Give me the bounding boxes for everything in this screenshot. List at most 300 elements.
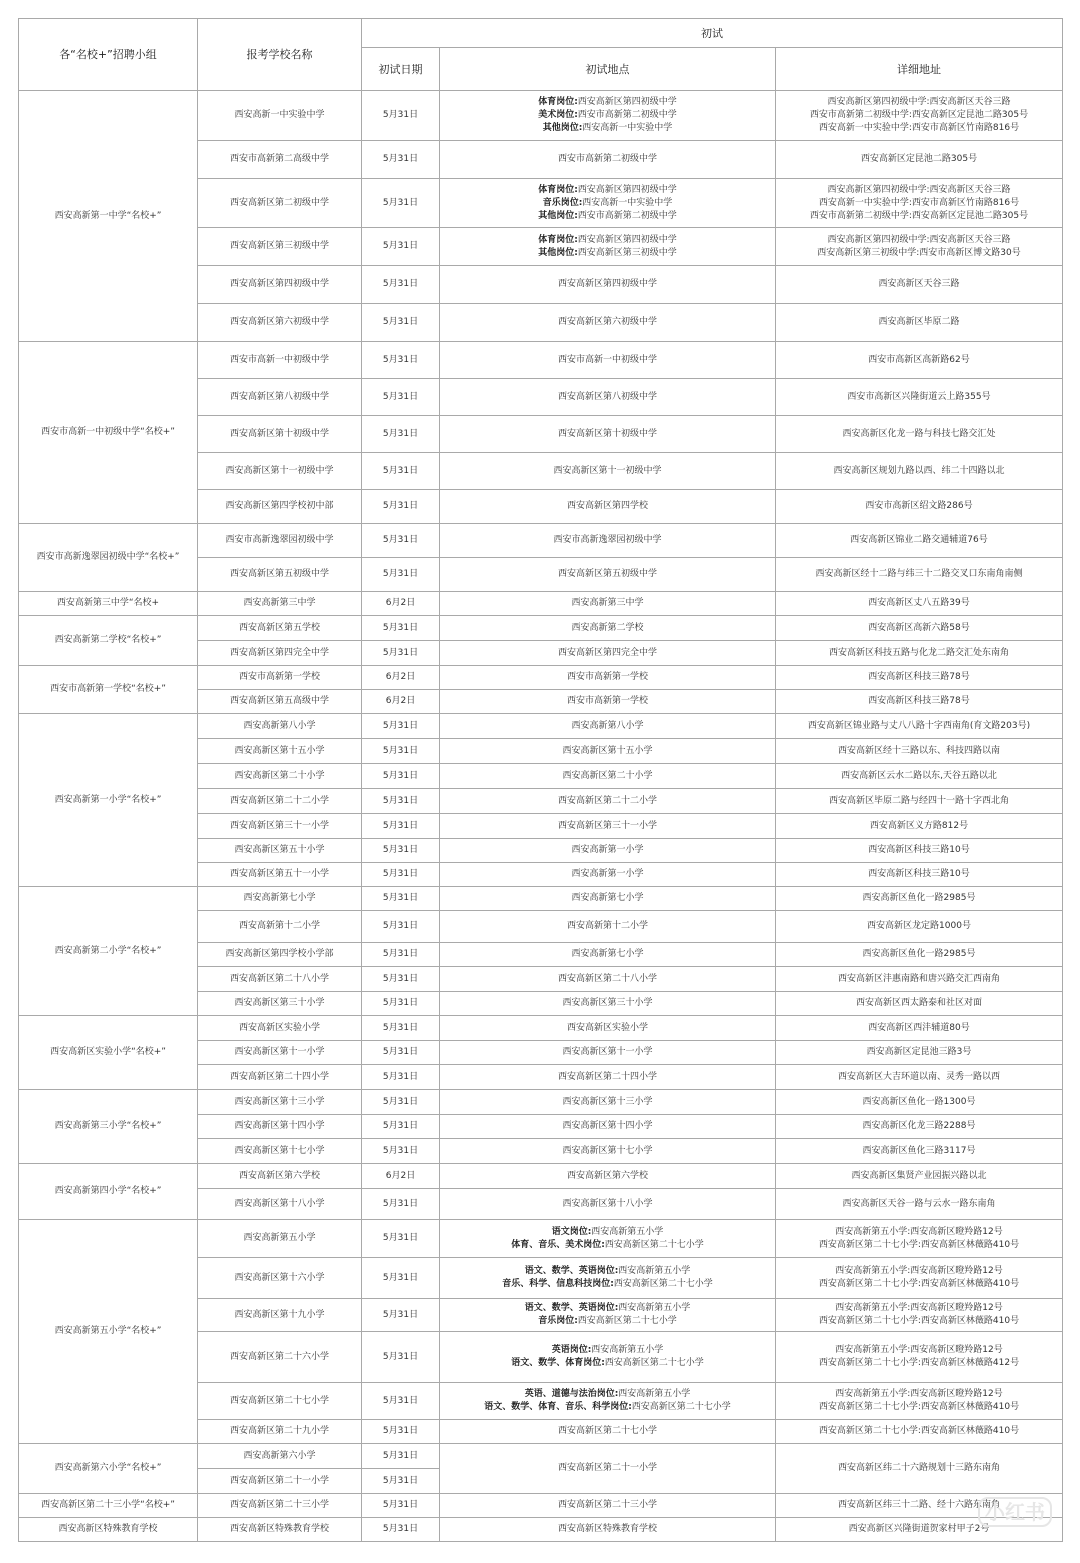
- exam-place-name: 西安高新区第四初级中学: [557, 279, 657, 289]
- exam-place-name: 西安市高新逸翠园初级中学: [553, 535, 662, 545]
- school-name-cell: 西安高新区第二十七小学: [198, 1383, 362, 1420]
- position-label: 音乐、科学、信息科技岗位:: [502, 1279, 614, 1289]
- exam-place-cell: [440, 863, 776, 887]
- school-name-cell: 西安高新区第四完全中学: [198, 641, 362, 666]
- address-cell: [776, 1258, 1063, 1299]
- address-line: 西安高新区西沣辅道80号: [868, 1022, 970, 1033]
- exam-place-name: 西安高新区第十一小学: [562, 1047, 653, 1057]
- school-name-cell: 西安高新区第十一小学: [198, 1041, 362, 1065]
- address-line: 西安高新第五小学:西安高新区瞪羚路12号: [835, 1345, 1003, 1355]
- address-cell: [776, 714, 1063, 739]
- exam-place-name: 西安高新第八小学: [571, 720, 644, 731]
- exam-place-line: [442, 500, 773, 513]
- exam-place-cell: [440, 1139, 776, 1164]
- address-line: 西安高新区鱼化一路2985号: [862, 893, 976, 903]
- address-cell: [776, 943, 1063, 967]
- exam-place-cell: [440, 839, 776, 863]
- exam-place-cell: [440, 1420, 776, 1444]
- school-name-cell: 西安高新区第二十二小学: [198, 789, 362, 814]
- exam-place-cell: [440, 141, 776, 179]
- exam-place-line: [442, 671, 773, 684]
- exam-place-line: [442, 1344, 773, 1357]
- address-line: 西安高新第五小学:西安高新区瞪羚路12号: [835, 1266, 1003, 1276]
- group-name-cell: 西安市高新一中初级中学“名校+”: [19, 342, 198, 524]
- exam-place-cell: [440, 1220, 776, 1258]
- exam-place-name: 西安高新区第二十七小学: [577, 1316, 677, 1326]
- exam-place-name: 西安高新区第二十七小学: [613, 1279, 713, 1289]
- address-line: 西安市高新区高新路62号: [868, 354, 970, 365]
- exam-place-name: 西安高新第五小学: [618, 1389, 691, 1399]
- school-name-cell: 西安高新区实验小学: [198, 1016, 362, 1041]
- exam-place-cell: [440, 1258, 776, 1299]
- exam-place-line: [442, 234, 773, 247]
- address-line: 西安高新区第三初级中学:西安市高新区博文路30号: [817, 247, 1021, 258]
- exam-place-line: [442, 695, 773, 708]
- exam-place-line: [442, 184, 773, 197]
- school-name-cell: 西安高新区第十八小学: [198, 1189, 362, 1220]
- address-line: 西安高新区龙定路1000号: [867, 921, 971, 931]
- address-cell: [776, 1065, 1063, 1090]
- school-name-cell: 西安高新区第六初级中学: [198, 304, 362, 342]
- exam-place-line: [442, 1120, 773, 1133]
- exam-place-line: [442, 1046, 773, 1059]
- exam-place-line: [442, 820, 773, 833]
- school-name-cell: 西安高新区第二十八小学: [198, 967, 362, 992]
- school-name-cell: 西安高新区第五初级中学: [198, 558, 362, 592]
- exam-date-cell: 5月31日: [362, 887, 440, 911]
- table-row: [19, 91, 1063, 141]
- exam-place-cell: [440, 524, 776, 558]
- group-name-cell: 西安市高新逸翠园初级中学“名校+”: [19, 524, 198, 592]
- exam-place-line: [442, 795, 773, 808]
- school-name-cell: 西安高新一中实验中学: [198, 91, 362, 141]
- exam-place-cell: [440, 967, 776, 992]
- exam-place-cell: [440, 1041, 776, 1065]
- address-cell: [776, 1444, 1063, 1494]
- exam-place-cell: [440, 379, 776, 416]
- address-line: 西安高新区沣惠南路和唐兴路交汇西南角: [837, 973, 1000, 984]
- exam-date-cell: 5月31日: [362, 1189, 440, 1220]
- exam-date-cell: 5月31日: [362, 839, 440, 863]
- exam-date-cell: 5月31日: [362, 1444, 440, 1469]
- exam-date-cell: 5月31日: [362, 714, 440, 739]
- exam-place-line: [442, 109, 773, 122]
- exam-place-cell: [440, 592, 776, 616]
- exam-place-line: [442, 428, 773, 441]
- address-cell: [776, 379, 1063, 416]
- group-name-cell: 西安高新区特殊教育学校: [19, 1518, 198, 1542]
- group-name-cell: 西安高新第六小学“名校+”: [19, 1444, 198, 1494]
- exam-place-name: 西安高新第七小学: [571, 893, 644, 903]
- exam-place-line: [442, 1265, 773, 1278]
- exam-place-cell: [440, 453, 776, 490]
- address-line: 西安高新区第二十七小学:西安高新区林薇路410号: [818, 1279, 1020, 1289]
- exam-date-cell: 5月31日: [362, 911, 440, 943]
- exam-place-name: 西安高新区第四初级中学: [577, 234, 677, 245]
- group-name-cell: 西安高新第四小学“名校+”: [19, 1164, 198, 1220]
- address-line: 西安高新区科技三路78号: [868, 696, 970, 706]
- school-name-cell: 西安高新区第二十四小学: [198, 1065, 362, 1090]
- exam-place-line: [442, 1499, 773, 1512]
- school-name-cell: 西安高新第六小学: [198, 1444, 362, 1469]
- school-name-cell: 西安高新区第三十一小学: [198, 814, 362, 839]
- exam-place-cell: [440, 1164, 776, 1189]
- exam-place-line: [442, 568, 773, 581]
- address-line: 西安市高新区绍文路286号: [865, 501, 973, 511]
- address-line: 西安高新区毕原二路与经四十一路十字西北角: [828, 795, 1009, 806]
- exam-place-line: [442, 1401, 773, 1414]
- address-line: 西安高新区鱼化一路1300号: [862, 1096, 976, 1107]
- address-cell: [776, 839, 1063, 863]
- group-name-cell: 西安高新区实验小学“名校+”: [19, 1016, 198, 1090]
- school-name-cell: 西安高新区第十三小学: [198, 1090, 362, 1115]
- exam-date-cell: 5月31日: [362, 764, 440, 789]
- school-name-cell: 西安高新区第四学校小学部: [198, 943, 362, 967]
- exam-place-line: [442, 745, 773, 758]
- address-cell: [776, 690, 1063, 714]
- exam-place-line: [442, 1239, 773, 1252]
- school-name-cell: 西安高新第三中学: [198, 592, 362, 616]
- address-line: 西安高新第五小学:西安高新区瞪羚路12号: [835, 1389, 1003, 1399]
- exam-place-cell: [440, 814, 776, 839]
- exam-date-cell: 5月31日: [362, 1469, 440, 1494]
- school-name-cell: 西安高新区第二十小学: [198, 764, 362, 789]
- exam-place-cell: [440, 1383, 776, 1420]
- position-label: 英语、道德与法治岗位:: [524, 1389, 619, 1399]
- exam-place-name: 西安高新区第四完全中学: [557, 647, 657, 658]
- school-name-cell: 西安高新第十二小学: [198, 911, 362, 943]
- recruitment-table-container: [18, 18, 1062, 1542]
- address-line: 西安市高新第二初级中学:西安高新区定昆池二路305号: [809, 210, 1029, 221]
- address-cell: [776, 490, 1063, 524]
- exam-place-line: [442, 844, 773, 857]
- exam-place-cell: [440, 228, 776, 266]
- address-line: 西安高新区锦业二路交通辅道76号: [850, 535, 988, 545]
- school-name-cell: 西安市高新第二高级中学: [198, 141, 362, 179]
- table-row: [19, 524, 1063, 558]
- exam-place-cell: [440, 789, 776, 814]
- address-cell: [776, 1189, 1063, 1220]
- exam-place-name: 西安市高新第二初级中学: [557, 154, 657, 164]
- school-name-cell: 西安市高新一中初级中学: [198, 342, 362, 379]
- address-line: 西安高新区兴隆街道贺家村甲子2号: [848, 1524, 990, 1534]
- exam-place-line: [442, 1071, 773, 1084]
- address-cell: [776, 453, 1063, 490]
- exam-place-line: [442, 1278, 773, 1291]
- exam-place-name: 西安高新区第十七小学: [562, 1145, 653, 1156]
- exam-date-cell: 5月31日: [362, 1041, 440, 1065]
- address-cell: [776, 666, 1063, 690]
- address-line: 西安高新区科技三路78号: [868, 672, 970, 682]
- group-name-cell: 西安高新第二学校“名校+”: [19, 616, 198, 666]
- address-cell: [776, 992, 1063, 1016]
- exam-place-name: 西安市高新第二初级中学: [577, 210, 677, 221]
- exam-place-name: 西安高新区第四初级中学: [577, 184, 677, 195]
- address-line: 西安高新区第二十七小学:西安高新区林薇路410号: [818, 1402, 1020, 1412]
- exam-place-cell: [440, 1115, 776, 1139]
- table-row: [19, 714, 1063, 739]
- address-line: 西安高新第五小学:西安高新区瞪羚路12号: [835, 1226, 1003, 1237]
- exam-place-name: 西安高新区第四初级中学: [577, 97, 677, 107]
- exam-place-name: 西安高新区第二十七小学: [604, 1358, 704, 1368]
- address-cell: [776, 228, 1063, 266]
- table-row: [19, 887, 1063, 911]
- exam-place-name: 西安高新第三中学: [571, 598, 644, 608]
- recruitment-table: [18, 18, 1063, 1542]
- exam-place-cell: [440, 490, 776, 524]
- exam-place-line: [442, 1302, 773, 1315]
- address-cell: [776, 1016, 1063, 1041]
- exam-date-cell: 5月31日: [362, 342, 440, 379]
- address-line: 西安高新区大吉环道以南、灵秀一路以西: [837, 1071, 1000, 1082]
- address-cell: [776, 558, 1063, 592]
- position-label: 美术岗位:: [538, 110, 578, 120]
- address-line: 西安高新区规划九路以西、纬二十四路以北: [833, 465, 1005, 476]
- school-name-cell: 西安高新区第四学校初中部: [198, 490, 362, 524]
- exam-place-name: 西安高新区第二十四小学: [557, 1071, 657, 1082]
- exam-place-cell: [440, 714, 776, 739]
- exam-date-cell: 5月31日: [362, 416, 440, 453]
- exam-place-name: 西安市高新第二初级中学: [577, 110, 677, 120]
- school-name-cell: 西安高新区第五十一小学: [198, 863, 362, 887]
- exam-date-cell: 5月31日: [362, 558, 440, 592]
- position-label: 其他岗位:: [538, 210, 578, 221]
- exam-date-cell: 5月31日: [362, 1016, 440, 1041]
- address-line: 西安高新区集贤产业园振兴路以北: [851, 1170, 987, 1181]
- exam-date-cell: 5月31日: [362, 1090, 440, 1115]
- school-name-cell: 西安市高新第一学校: [198, 666, 362, 690]
- address-cell: [776, 739, 1063, 764]
- exam-place-name: 西安高新区第五初级中学: [557, 569, 657, 579]
- exam-date-cell: 5月31日: [362, 1420, 440, 1444]
- exam-place-line: [442, 997, 773, 1010]
- group-name-cell: 西安高新第一中学“名校+”: [19, 91, 198, 342]
- exam-place-line: [442, 391, 773, 404]
- exam-place-name: 西安高新一中实验中学: [582, 197, 673, 208]
- address-cell: [776, 1383, 1063, 1420]
- exam-place-name: 西安市高新一中初级中学: [557, 354, 657, 365]
- position-label: 语文、数学、英语岗位:: [524, 1266, 619, 1276]
- table-row: [19, 342, 1063, 379]
- exam-place-line: [442, 647, 773, 660]
- exam-date-cell: 5月31日: [362, 1518, 440, 1542]
- address-line: 西安高新区化龙一路与科技七路交汇处: [842, 428, 996, 439]
- group-name-cell: 西安高新区第二十三小学“名校+”: [19, 1494, 198, 1518]
- position-label: 体育岗位:: [538, 184, 578, 195]
- school-name-cell: 西安高新区第十九小学: [198, 1299, 362, 1332]
- address-cell: [776, 1090, 1063, 1115]
- group-name-cell: 西安高新第三小学“名校+”: [19, 1090, 198, 1164]
- exam-place-name: 西安高新区第十初级中学: [557, 428, 657, 439]
- address-line: 西安高新区科技三路10号: [868, 845, 970, 855]
- school-name-cell: 西安高新区第二初级中学: [198, 179, 362, 228]
- school-name-cell: 西安高新区第二十六小学: [198, 1332, 362, 1383]
- address-line: 西安高新区第二十七小学:西安高新区林薇路410号: [818, 1316, 1020, 1326]
- exam-place-line: [442, 770, 773, 783]
- exam-place-cell: [440, 764, 776, 789]
- school-name-cell: 西安高新区第二十一小学: [198, 1469, 362, 1494]
- exam-place-name: 西安高新区第二十八小学: [557, 973, 657, 984]
- address-line: 西安高新区化龙三路2288号: [862, 1121, 976, 1131]
- table-row: [19, 1164, 1063, 1189]
- address-line: 西安高新区高新六路58号: [868, 622, 970, 633]
- address-cell: [776, 91, 1063, 141]
- exam-place-line: [442, 1096, 773, 1109]
- school-name-cell: 西安高新区第八初级中学: [198, 379, 362, 416]
- address-line: 西安高新区科技五路与化龙二路交汇处东南角: [828, 647, 1009, 658]
- address-cell: [776, 641, 1063, 666]
- exam-place-line: [442, 1198, 773, 1211]
- exam-date-cell: 5月31日: [362, 814, 440, 839]
- exam-place-cell: [440, 91, 776, 141]
- exam-place-name: 西安高新区第二十三小学: [557, 1500, 657, 1510]
- address-line: 西安市高新区兴隆街道云上路355号: [847, 391, 991, 402]
- address-cell: [776, 179, 1063, 228]
- exam-place-cell: [440, 1494, 776, 1518]
- exam-place-line: [442, 1388, 773, 1401]
- exam-place-name: 西安高新区第六学校: [566, 1170, 648, 1181]
- exam-place-name: 西安高新区第二十一小学: [557, 1463, 657, 1473]
- exam-date-cell: 5月31日: [362, 1494, 440, 1518]
- exam-place-line: [442, 948, 773, 961]
- table-row: [19, 1494, 1063, 1518]
- exam-place-name: 西安高新第五小学: [591, 1226, 664, 1237]
- position-label: 体育岗位:: [538, 234, 578, 245]
- exam-date-cell: 6月2日: [362, 592, 440, 616]
- position-label: 其他岗位:: [542, 123, 583, 133]
- school-name-cell: 西安高新区特殊教育学校: [198, 1518, 362, 1542]
- exam-place-line: [442, 153, 773, 166]
- address-line: 西安高新区天谷三路: [878, 279, 960, 289]
- exam-date-cell: 5月31日: [362, 453, 440, 490]
- exam-place-cell: [440, 641, 776, 666]
- address-line: 西安高新区第四初级中学:西安高新区天谷三路: [827, 184, 1011, 195]
- exam-date-cell: 6月2日: [362, 690, 440, 714]
- exam-place-name: 西安高新区第十三小学: [562, 1096, 653, 1107]
- exam-place-line: [442, 1357, 773, 1370]
- exam-place-name: 西安高新区第十五小学: [562, 745, 653, 756]
- table-row: [19, 1518, 1063, 1542]
- header-place: 初试地点: [440, 48, 776, 91]
- address-line: 西安高新区第二十七小学:西安高新区林薇路410号: [818, 1426, 1020, 1436]
- exam-place-line: [442, 122, 773, 135]
- table-row: [19, 1090, 1063, 1115]
- exam-place-name: 西安高新区第六初级中学: [557, 317, 657, 327]
- address-cell: [776, 1332, 1063, 1383]
- exam-date-cell: 5月31日: [362, 1220, 440, 1258]
- school-name-cell: 西安高新区第三十小学: [198, 992, 362, 1016]
- address-line: 西安高新区锦业路与丈八八路十字西南角(育文路203号): [807, 720, 1031, 731]
- address-cell: [776, 342, 1063, 379]
- exam-date-cell: 5月31日: [362, 1383, 440, 1420]
- group-name-cell: 西安高新第五小学“名校+”: [19, 1220, 198, 1444]
- exam-place-name: 西安市高新第一学校: [566, 672, 648, 682]
- address-line: 西安高新区第二十七小学:西安高新区林薇路410号: [818, 1239, 1020, 1250]
- exam-place-name: 西安高新区第十八小学: [562, 1198, 653, 1209]
- exam-date-cell: 5月31日: [362, 641, 440, 666]
- exam-place-name: 西安高新第一小学: [571, 845, 644, 855]
- address-cell: [776, 592, 1063, 616]
- school-name-cell: 西安市高新逸翠园初级中学: [198, 524, 362, 558]
- school-name-cell: 西安高新第八小学: [198, 714, 362, 739]
- address-cell: [776, 814, 1063, 839]
- address-cell: [776, 764, 1063, 789]
- exam-place-name: 西安高新第五小学: [618, 1303, 691, 1313]
- exam-date-cell: 5月31日: [362, 943, 440, 967]
- exam-place-line: [442, 1425, 773, 1438]
- address-line: 西安高新区经十二路与纬三十二路交叉口东南角南侧: [815, 569, 1023, 579]
- address-line: 西安高新区经十三路以东、科技四路以南: [837, 745, 1000, 756]
- exam-place-line: [442, 1022, 773, 1035]
- exam-place-line: [442, 1523, 773, 1536]
- exam-place-name: 西安高新区第四学校: [566, 501, 648, 511]
- exam-place-line: [442, 1170, 773, 1183]
- address-cell: [776, 1220, 1063, 1258]
- table-row: [19, 1016, 1063, 1041]
- exam-place-name: 西安高新区第二十小学: [562, 770, 653, 781]
- exam-place-line: [442, 868, 773, 881]
- exam-date-cell: 5月31日: [362, 490, 440, 524]
- exam-place-line: [442, 973, 773, 986]
- exam-place-cell: [440, 558, 776, 592]
- exam-place-line: [442, 1315, 773, 1328]
- address-cell: [776, 616, 1063, 641]
- watermark-logo: 小红书: [978, 1497, 1052, 1527]
- exam-place-cell: [440, 416, 776, 453]
- exam-place-line: [442, 1145, 773, 1158]
- position-label: 体育、音乐、美术岗位:: [511, 1239, 605, 1250]
- school-name-cell: 西安高新区第五高级中学: [198, 690, 362, 714]
- exam-place-name: 西安高新第五小学: [618, 1266, 691, 1276]
- address-cell: [776, 1299, 1063, 1332]
- exam-date-cell: 5月31日: [362, 91, 440, 141]
- exam-place-cell: [440, 887, 776, 911]
- table-row: [19, 1444, 1063, 1469]
- address-line: 西安高新区西太路泰和社区对面: [855, 998, 982, 1008]
- exam-date-cell: 5月31日: [362, 1115, 440, 1139]
- table-row: [19, 616, 1063, 641]
- exam-place-name: 西安高新区第二十二小学: [557, 795, 657, 806]
- address-line: 西安高新区第四初级中学:西安高新区天谷三路: [827, 97, 1011, 107]
- exam-place-name: 西安高新区第三十小学: [562, 998, 653, 1008]
- school-name-cell: 西安高新区第二十九小学: [198, 1420, 362, 1444]
- exam-place-name: 西安高新区第三初级中学: [577, 247, 677, 258]
- exam-place-line: [442, 892, 773, 905]
- exam-place-cell: [440, 943, 776, 967]
- address-line: 西安高新区科技三路10号: [868, 869, 970, 879]
- table-row: [19, 592, 1063, 616]
- exam-place-line: [442, 597, 773, 610]
- group-name-cell: 西安高新第三中学“名校+: [19, 592, 198, 616]
- exam-date-cell: 5月31日: [362, 1258, 440, 1299]
- exam-place-line: [442, 278, 773, 291]
- address-line: 西安高新区鱼化三路3117号: [862, 1145, 976, 1156]
- exam-date-cell: 5月31日: [362, 616, 440, 641]
- exam-date-cell: 6月2日: [362, 1164, 440, 1189]
- exam-place-cell: [440, 666, 776, 690]
- exam-place-line: [442, 622, 773, 635]
- exam-date-cell: 5月31日: [362, 863, 440, 887]
- exam-place-name: 西安高新区特殊教育学校: [557, 1524, 657, 1534]
- school-name-cell: 西安高新区第十五小学: [198, 739, 362, 764]
- header-school: 报考学校名称: [198, 19, 362, 91]
- address-cell: [776, 1041, 1063, 1065]
- address-cell: [776, 524, 1063, 558]
- school-name-cell: 西安高新区第六学校: [198, 1164, 362, 1189]
- school-name-cell: 西安高新区第十六小学: [198, 1258, 362, 1299]
- position-label: 音乐岗位:: [538, 1316, 578, 1326]
- address-cell: [776, 1139, 1063, 1164]
